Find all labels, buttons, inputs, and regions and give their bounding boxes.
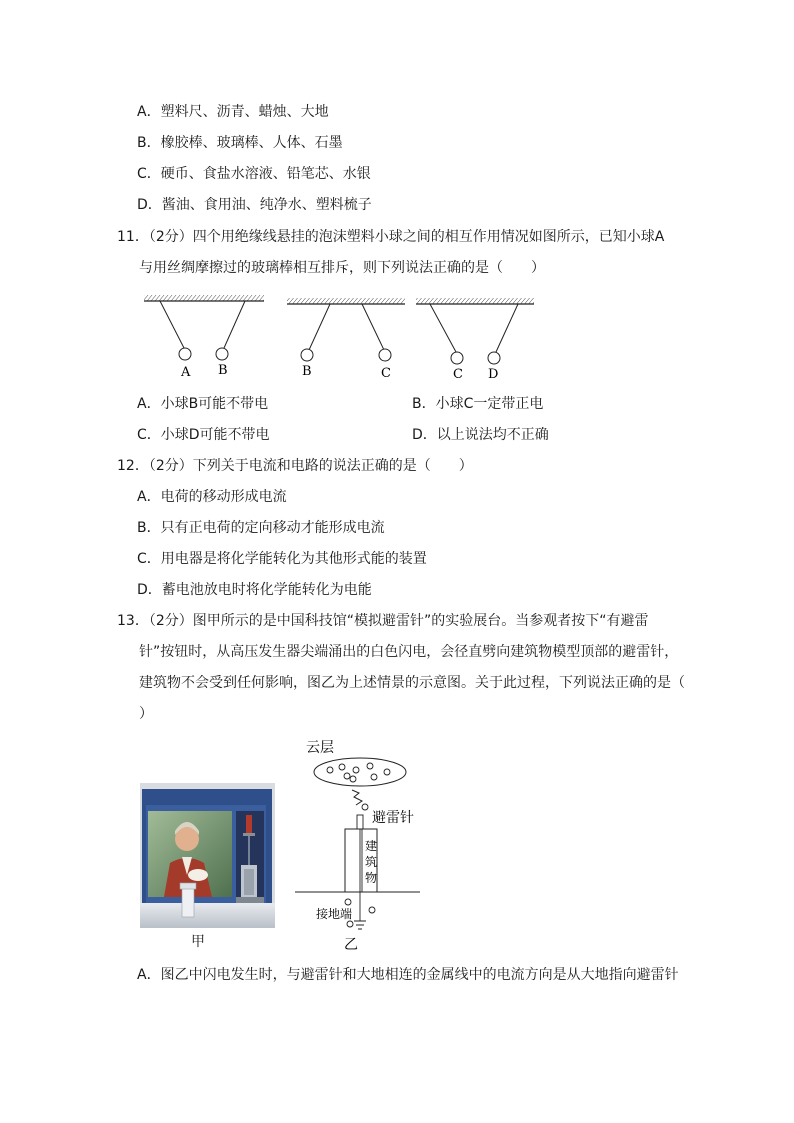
prev-option-a: A．塑料尺、沥青、蜡烛、大地 — [137, 104, 329, 120]
caption-jia: 甲 — [191, 934, 205, 950]
q11-pendulum-figure — [140, 290, 540, 385]
building-label-3: 物 — [365, 871, 378, 885]
label-b2: B — [302, 364, 312, 379]
building-label-2: 筑 — [365, 855, 378, 869]
q13-stem-line4: ） — [139, 706, 153, 722]
q12-stem: 12．（2分）下列关于电流和电路的说法正确的是（ ） — [117, 458, 473, 474]
prev-option-c: C．硬币、食盐水溶液、铅笔芯、水银 — [137, 166, 371, 182]
pendulum-pair-bc — [287, 298, 405, 381]
q11-option-a: A．小球B可能不带电 — [137, 396, 269, 412]
lightning-bolt — [352, 790, 362, 805]
q11-option-c: C．小球D可能不带电 — [137, 427, 270, 443]
q11-option-d: D．以上说法均不正确 — [412, 427, 549, 443]
pendulum-pair-cd — [416, 298, 534, 382]
building-label-1: 建 — [365, 839, 378, 853]
pendulum-pair-ab — [144, 295, 264, 380]
label-a: A — [181, 365, 191, 380]
label-b: B — [218, 363, 228, 378]
q11-stem-line1: 11．（2分）四个用绝缘线悬挂的泡沫塑料小球之间的相互作用情况如图所示，已知小球A — [117, 229, 665, 245]
prev-option-b: B．橡胶棒、玻璃棒、人体、石墨 — [137, 135, 343, 151]
q13-stem-line3: 建筑物不会受到任何影响，图乙为上述情景的示意图。关于此过程，下列说法正确的是（ — [139, 675, 685, 691]
prev-option-d: D．酱油、食用油、纯净水、塑料梳子 — [137, 197, 372, 213]
lightning-rod — [357, 815, 363, 829]
ground-label: 接地端 — [316, 907, 353, 921]
q12-option-d: D．蓄电池放电时将化学能转化为电能 — [137, 582, 372, 598]
q13-stem-line1: 13．（2分）图甲所示的是中国科技馆“模拟避雷针”的实验展台。当参观者按下“有避雷 — [117, 613, 649, 629]
cloud-label: 云层 — [306, 740, 334, 756]
q11-option-b: B．小球C一定带正电 — [412, 396, 544, 412]
q13-option-a: A．图乙中闪电发生时，与避雷针和大地相连的金属线中的电流方向是从大地指向避雷针 — [137, 967, 679, 983]
lightning-rod-diagram — [290, 735, 430, 957]
q12-option-b: B．只有正电荷的定向移动才能形成电流 — [137, 520, 385, 536]
label-c: C — [381, 366, 391, 381]
label-d: D — [488, 367, 499, 382]
q12-option-c: C．用电器是将化学能转化为其他形式能的装置 — [137, 551, 427, 567]
label-c2: C — [453, 367, 463, 382]
exhibit-photo — [140, 783, 275, 928]
caption-yi: 乙 — [344, 937, 358, 953]
q13-stem-line2: 针”按钮时，从高压发生器尖端涌出的白色闪电，会径直劈向建筑物模型顶部的避雷针， — [139, 644, 679, 660]
rod-label: 避雷针 — [372, 810, 414, 826]
q12-option-a: A．电荷的移动形成电流 — [137, 489, 287, 505]
q11-stem-line2: 与用丝绸摩擦过的玻璃棒相互排斥，则下列说法正确的是（ ） — [139, 260, 545, 276]
